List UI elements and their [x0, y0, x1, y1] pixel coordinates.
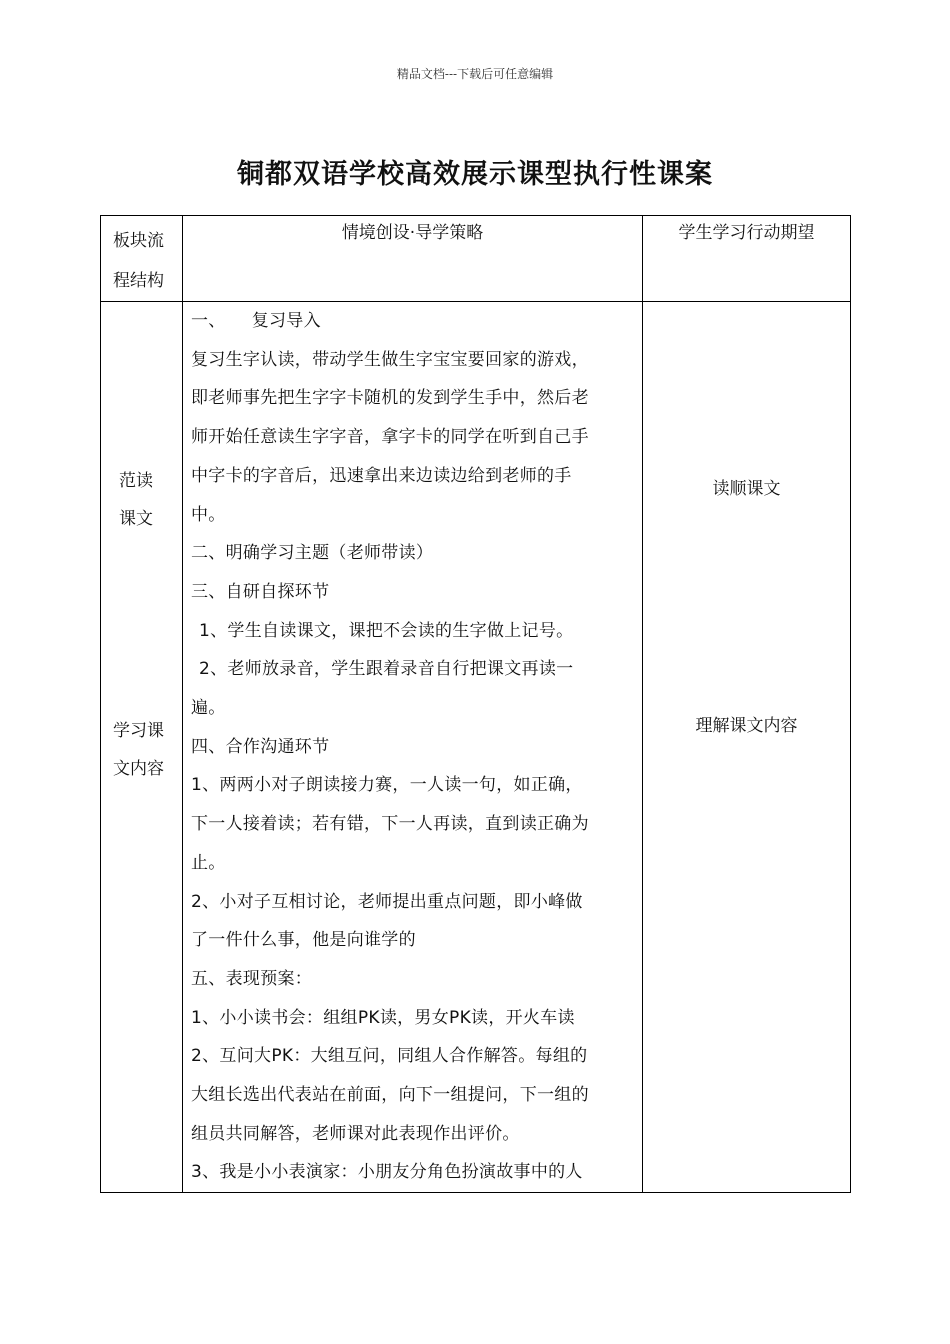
content-line: 1、小小读书会：组组PK读，男女PK读，开火车读 [191, 1007, 575, 1028]
structure-block-study-line1: 学习课 [113, 721, 164, 741]
content-line: 中。 [191, 504, 226, 525]
lesson-plan-table [100, 215, 851, 1193]
content-line: 复习生字认读，带动学生做生字宝宝要回家的游戏， [191, 349, 589, 370]
content-line: 一、 复习导入 [191, 311, 321, 331]
table-body-row [101, 302, 851, 1193]
document-title: 铜都双语学校高效展示课型执行性课案 [237, 159, 713, 190]
content-line: 中字卡的字音后，迅速拿出来边读边给到老师的手 [191, 465, 572, 486]
content-line: 2、小对子互相讨论，老师提出重点问题，即小峰做 [191, 891, 583, 912]
content-line: 下一人接着读；若有错，下一人再读，直到读正确为 [191, 814, 589, 835]
content-line: 即老师事先把生字字卡随机的发到学生手中，然后老 [191, 388, 589, 409]
structure-column [101, 302, 183, 1193]
content-line: 大组长选出代表站在前面，向下一组提问，下一组的 [191, 1085, 589, 1106]
page-header-note: 精品文档---下载后可任意编辑 [396, 67, 554, 81]
content-line: 组员共同解答，老师课对此表现作出评价。 [191, 1123, 520, 1144]
header-cell-expectation: 学生学习行动期望 [643, 216, 851, 302]
content-line: 1、两两小对子朗读接力赛，一人读一句，如正确， [191, 775, 583, 796]
content-line: 二、明确学习主题（老师带读） [191, 543, 434, 564]
header-structure-line1: 板块流 [113, 231, 164, 251]
structure-block-reading-line2: 课文 [119, 509, 153, 529]
expectation-understanding: 理解课文内容 [695, 716, 798, 736]
header-cell-strategy: 情境创设·导学策略 [183, 216, 643, 302]
expectation-reading: 读顺课文 [712, 479, 781, 499]
structure-block-reading [113, 462, 175, 538]
content-line: 2、互问大PK：大组互问，同组人合作解答。每组的 [191, 1046, 588, 1067]
expectation-column [643, 302, 851, 1193]
content-line: 3、我是小小表演家：小朋友分角色扮演故事中的人 [191, 1162, 583, 1183]
header-cell-structure [101, 216, 183, 302]
content-line: 三、自研自探环节 [191, 581, 330, 602]
structure-block-reading-line1: 范读 [119, 471, 153, 491]
content-line: 2、老师放录音，学生跟着录音自行把课文再读一 [199, 659, 574, 680]
header-structure-line2: 程结构 [113, 271, 164, 291]
structure-block-study-line2: 文内容 [113, 759, 164, 779]
content-line: 五、表现预案： [191, 968, 313, 989]
table-header-row [101, 216, 851, 302]
content-line: 1、学生自读课文，课把不会读的生字做上记号。 [199, 620, 574, 641]
content-line: 了一件什么事，他是向谁学的 [191, 930, 416, 951]
content-line: 师开始任意读生字字音，拿字卡的同学在听到自己手 [191, 427, 589, 448]
content-line: 止。 [191, 852, 226, 873]
strategy-content-column [183, 302, 643, 1193]
content-line: 四、合作沟通环节 [191, 736, 330, 757]
content-line: 遍。 [191, 698, 226, 719]
structure-block-study [113, 712, 175, 788]
